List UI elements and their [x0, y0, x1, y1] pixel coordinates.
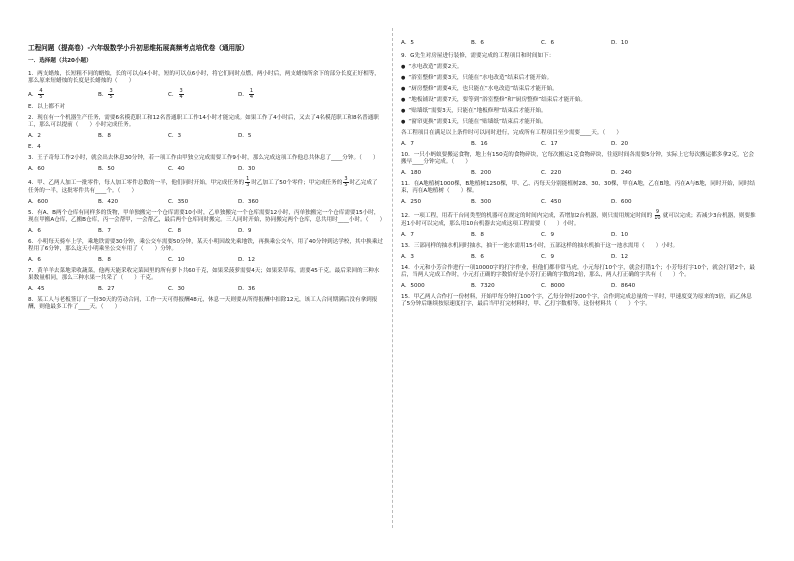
question-11-text: 11．在A地植树1000棵，B地植树1250棵，甲、乙、丙每天分别能植树28、30、30棵，甲在A地，乙在B地，丙在A与B地，同时开始，同时结束，丙在A地植树（ ）棵。 [401, 180, 756, 194]
option-b: B．8 [471, 231, 484, 238]
question-2-options [28, 133, 383, 140]
option-a: A． $\frac{4}{5}$ [28, 87, 43, 100]
option-b: B．8 [98, 256, 111, 263]
option-a: A．250 [401, 198, 422, 205]
question-3 [28, 155, 383, 173]
option-a: A．6 [28, 256, 41, 263]
bullet-item: ● “浴室整修”需要3天，只能在“水电改造”结束后才能开始。 [401, 75, 756, 82]
bullet-item: ● “地板铺设”需要7天，要等到“浴室整修”和“厨房整修”结束后才能开始。 [401, 97, 756, 104]
option-b: B．8 [98, 132, 111, 139]
question-8 [28, 297, 383, 311]
bullet-item: ● “厨房整修”需要4天，也只能在“水电改造”结束后才能开始。 [401, 86, 756, 93]
option-e: E．以上都不对 [28, 103, 66, 110]
fraction: $\frac{1}{3}$ [246, 175, 250, 188]
question-11-options [401, 199, 756, 206]
question-12 [401, 210, 756, 239]
question-13 [401, 243, 756, 261]
option-c: C．9 [541, 253, 555, 260]
question-1 [28, 71, 383, 111]
question-1-text: 1．两支蜡烛，长短粗不同的蜡烛，长的可以点4小时，短的可以点6小时，将它们同时点燃，两小时后，两支蜡烛所余下的部分长度正好相等，那么原来短蜡烛的长度是长蜡烛的（ ） [28, 70, 380, 84]
fraction: $\frac{1}{4}$ [249, 87, 254, 100]
bullet-item: ● “窗帘更换”需要1天，只能在“贴墙纸”结束后才能开始。 [401, 119, 756, 126]
option-a: A．600 [28, 198, 49, 205]
question-10-text: 10．一只小蚂蚁要搬运食物，地上有150克的食物碎块，它每次搬运1克食物碎块，往返时间各需要5分钟，实际上它每次搬运都多拿2克，它会搬早____分钟完成。（ ） [401, 151, 754, 165]
option-b: B．7 [98, 227, 111, 234]
option-a: A．6 [28, 227, 41, 234]
fraction: $\frac{9}{10}$ [654, 208, 661, 221]
option-c: C．40 [168, 165, 185, 172]
bullet-item: ● “水电改造”需要2天。 [401, 64, 756, 71]
question-6-text: 6．小明每天骑车上学，乘地铁需要30分钟，乘公交车需要50分钟，某天小明因故先乘地铁，再换乘公交车，用了40分钟到达学校，其中换乘过程用了6分钟，那么这天小明乘坐公交车用了（ ）分钟。 [28, 238, 383, 252]
question-5-options [28, 228, 383, 235]
option-c: C．350 [168, 198, 189, 205]
option-d: D．360 [238, 198, 259, 205]
option-e: E．4 [28, 143, 41, 150]
document-title: 工程问题（提高卷）-六年级数学小升初思维拓展高频考点培优卷（通用版） [28, 44, 249, 52]
question-3-options [28, 166, 383, 173]
question-6 [28, 239, 383, 264]
question-8-text: 8．某工人与老板签订了一份30天的劳动合同，工作一天可得报酬48元，休息一天则要从所得报酬中扣除12元，该工人合同期满后没有拿到报酬，则他最多工作了____天。（ ） [28, 296, 378, 310]
option-c: C．8000 [541, 282, 565, 289]
question-9-text: 9．G先生对房屋进行装修，需要完成的工程项目和时间如下： [401, 52, 555, 59]
option-a: A．2 [28, 132, 41, 139]
fraction: $\frac{4}{5}$ [39, 87, 43, 100]
question-5 [28, 209, 386, 235]
option-b: B．300 [471, 198, 492, 205]
option-d: D．10 [611, 40, 629, 46]
section-heading: 一．选择题（共20小题） [28, 58, 92, 64]
option-b: B．420 [98, 198, 119, 205]
option-c: C．220 [541, 169, 562, 176]
option-a: A．3 [401, 253, 414, 260]
question-1-options [28, 89, 383, 100]
option-d: D．10 [611, 231, 629, 238]
option-b: B．6 [471, 40, 484, 46]
option-b: B．6 [471, 253, 484, 260]
option-c: C．8 [168, 227, 182, 234]
option-c: C．450 [541, 198, 562, 205]
option-c: C．17 [541, 140, 558, 147]
option-c: C．9 [541, 231, 555, 238]
option-c: C．6 [541, 40, 555, 46]
option-c: C．30 [168, 285, 185, 292]
question-14 [401, 265, 756, 290]
option-d: D．240 [611, 169, 632, 176]
fraction: $\frac{3}{4}$ [179, 87, 183, 100]
option-a: A．5 [401, 40, 414, 46]
question-13-text: 13．三部同样的抽水机同时抽水，抽干一池水需用15小时，五部这样的抽水机抽干这一池水需用（ ）小时。 [401, 242, 679, 249]
option-b: B．27 [98, 285, 115, 292]
question-14-text: 14．小元和小芳合作进行一项10000字的打字作业，但他们都非常马虎，小元每打10个字，就会打错1个；小芳每打字10个，就会打错2个，最后，当两人完成工作时，小元打正确的字数恰好是小芳打正确的字数的2倍，那么，两人打正确的字共有（ ）个。 [401, 264, 755, 278]
option-d: D．12 [238, 256, 256, 263]
question-6-options [28, 257, 383, 264]
option-d: D．30 [238, 165, 256, 172]
option-b: B．16 [471, 140, 488, 147]
option-a: A．180 [401, 169, 422, 176]
option-c: C． $\frac{3}{4}$ [168, 87, 183, 100]
question-14-options [401, 283, 756, 290]
option-d: D．20 [611, 140, 629, 147]
question-15-text: 15．甲乙两人合作打一份材料，开始甲每分钟打100个字，乙每分钟打200个字，合作到完成总量的一半时，甲速度变为原来的3倍，而乙休息了5分钟后继续按原速度打字，最后当甲打完材料时，甲、乙打字数相等，这份材料共（ ）个字。 [401, 293, 752, 307]
option-b: B．200 [471, 169, 492, 176]
question-5-text: 5．有A、B两个仓库有同样多的货物，甲单独搬完一个仓库需要10小时，乙单独搬完一个仓库需要12小时，丙单独搬完一个仓库需要15小时，现在甲搬A仓库，乙搬B仓库，丙一会帮甲，一会帮乙，最后两个仓库同时搬完。三人同时开始，协同搬完两个仓库，总共用时____小时。（ ） [28, 209, 386, 223]
option-a: A．7 [401, 140, 414, 147]
option-a: A．45 [28, 285, 45, 292]
option-d: D． $\frac{1}{4}$ [238, 87, 254, 100]
option-c: C．10 [168, 256, 185, 263]
option-b: B． $\frac{3}{5}$ [98, 87, 113, 100]
question-7 [28, 268, 383, 293]
option-a: A．7 [401, 231, 414, 238]
question-2-text: 2．现在有一个机器生产任务，需要6名模范职工和12名普通职工工作14小时才能完成。如果工作了4小时后，又去了4名模范职工和8名普通职工，那么可以提前（ ）小时完成任务。 [28, 114, 379, 128]
fraction: $\frac{3}{5}$ [344, 175, 348, 188]
option-d: D．9 [238, 227, 252, 234]
question-4-options [28, 199, 383, 206]
option-d: D．600 [611, 198, 632, 205]
column-divider [392, 28, 393, 528]
question-4 [28, 177, 383, 206]
question-9 [401, 53, 756, 148]
option-d: D．36 [238, 285, 256, 292]
option-d: D．12 [611, 253, 629, 260]
option-c: C．3 [168, 132, 182, 139]
option-a: A．5000 [401, 282, 425, 289]
question-4-text: 4．甲、乙两人加工一批零件，每人加工零件总数的一半，他们同时开始，甲完成任务的 $\frac{1}{3}$ 时乙加工了50个零件；甲完成任务的 $\frac{3}{5}$ 时乙完成了任务的一半，这批零件共有____个。（ ） [28, 175, 378, 194]
question-10-options [401, 170, 756, 177]
question-9-options [401, 141, 756, 148]
question-7-options [28, 286, 383, 293]
question-12-text: 12．一项工程，用若干台同类型的机器可在规定的时间内完成，若增加2台机器，则只需用规定时间的 $\frac{9}{10}$ 就可以完成；若减少3台机器，则要推迟1小时可以完成，那么用10台机器去完成这项工程需要（ ）小时。 [401, 208, 756, 227]
question-12-options [401, 232, 756, 239]
question-7-text: 7．黄羊羊去菜地采收蔬菜，他两天能采收完菜园里的所有萝卜共60千克，如果采菠萝需要4天；如果采草莓，需要45千克。最后采回的三种水果数量相同，那么三种水果一共采了（ ）千克。 [28, 267, 380, 281]
question-11 [401, 181, 756, 206]
question-15 [401, 294, 756, 308]
question-8-options [401, 40, 756, 47]
right-column [401, 40, 756, 312]
question-13-options [401, 254, 756, 261]
left-column [28, 58, 386, 315]
question-10 [401, 152, 756, 177]
question-2 [28, 115, 383, 151]
option-d: D．8640 [611, 282, 636, 289]
option-a: A．60 [28, 165, 45, 172]
option-b: B．7320 [471, 282, 495, 289]
fraction: $\frac{3}{5}$ [109, 87, 113, 100]
question-3-text: 3．王子奇每工作2小时，就会出去休息30分钟，若一项工作由甲独立完成需要工作9小时，那么完成这项工作他总共休息了____分钟。（ ） [28, 154, 379, 161]
question-9-tail: 各工程项目在满足以上条件时可以同时进行，完成所有工程项目至少需要____天。（ ） [401, 129, 622, 136]
option-b: B．50 [98, 165, 115, 172]
bullet-item: ● “贴墙纸”需要3天，只能在“地板修理”结束后才能开始。 [401, 108, 756, 115]
option-d: D．5 [238, 132, 252, 139]
